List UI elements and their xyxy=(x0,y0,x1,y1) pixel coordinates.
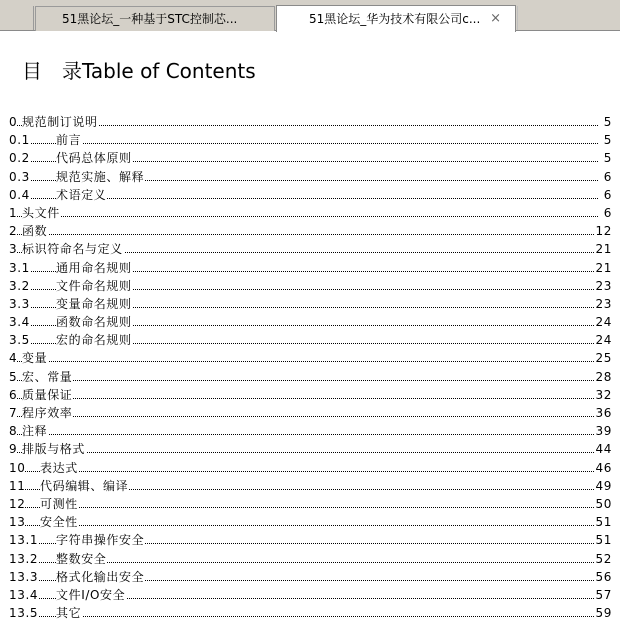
toc-entry[interactable] xyxy=(9,477,612,495)
toc-entry-title: 字符串操作安全 xyxy=(56,533,145,548)
toc-entry-page: 49 xyxy=(595,478,612,493)
tab-scroll-area xyxy=(0,6,34,30)
toc-entry[interactable] xyxy=(9,222,612,240)
toc-entry-number: 4 xyxy=(9,351,18,366)
toc-entry-number: 3.3 xyxy=(9,296,30,311)
toc-entry-page: 28 xyxy=(595,369,612,384)
toc-entry-number: 0.1 xyxy=(9,133,30,148)
toc-entry-number: 3.4 xyxy=(9,315,30,330)
toc-dot-leader xyxy=(9,525,598,526)
toc-entry-page: 44 xyxy=(595,442,612,457)
toc-entry-title: 头文件 xyxy=(22,205,60,220)
toc-entry[interactable] xyxy=(9,259,612,277)
toc-entry-page: 36 xyxy=(595,406,612,420)
toc-entry-number: 3.2 xyxy=(9,278,30,293)
toc-entry-title: 函数命名规则 xyxy=(56,315,132,330)
toc-entry[interactable] xyxy=(9,386,612,404)
toc-entry-number: 13.4 xyxy=(9,587,39,602)
toc-entry[interactable] xyxy=(9,168,612,186)
toc-entry-title: 文件I/O安全 xyxy=(56,587,126,602)
toc-entry[interactable] xyxy=(9,404,612,422)
toc-entry[interactable] xyxy=(9,313,612,331)
toc-entry-title: 代码总体原则 xyxy=(56,151,132,166)
toc-entry[interactable] xyxy=(9,368,612,386)
toc-entry-number: 3 xyxy=(9,242,18,257)
toc-entry-page: 59 xyxy=(595,606,612,621)
toc-entry[interactable] xyxy=(9,513,612,531)
toc-entry-page: 32 xyxy=(595,387,612,402)
toc-entry-number: 0.3 xyxy=(9,169,30,184)
tab-label: 51黑论坛_一种基于STC控制芯... xyxy=(62,12,238,26)
toc-entry[interactable] xyxy=(9,131,612,149)
toc-entry-title: 表达式 xyxy=(40,460,78,475)
toc-entry-title: 变量命名规则 xyxy=(56,296,132,311)
toc-entry-number: 13.5 xyxy=(9,606,39,621)
toc-entry[interactable] xyxy=(9,349,612,367)
toc-entry-page: 50 xyxy=(595,496,612,511)
toc-entry-number: 0 xyxy=(9,115,18,129)
toc-entry[interactable] xyxy=(9,531,612,549)
toc-entry-number: 5 xyxy=(9,369,18,384)
toc-entry-title: 函数 xyxy=(22,224,48,239)
toc-entry-title: 宏、常量 xyxy=(22,369,73,384)
toc-entry-page: 21 xyxy=(595,242,612,257)
tab-bar xyxy=(0,0,620,31)
toc-entry-page: 56 xyxy=(595,569,612,584)
toc-dot-leader xyxy=(9,452,598,453)
toc-entry-title: 代码编辑、编译 xyxy=(40,478,129,493)
toc-entry-title: 术语定义 xyxy=(56,187,107,202)
toc-entry-page: 23 xyxy=(595,278,612,293)
toc-entry-page: 5 xyxy=(603,151,612,166)
toc-dot-leader xyxy=(9,398,598,399)
toc-entry-title: 通用命名规则 xyxy=(56,260,132,275)
toc-entry[interactable] xyxy=(9,586,612,604)
toc-entry-title: 规范实施、解释 xyxy=(56,169,145,184)
toc-entry-page: 24 xyxy=(595,315,612,330)
toc-entry-page: 52 xyxy=(595,551,612,566)
toc-entry-number: 11 xyxy=(9,478,26,493)
toc-entry-number: 13.1 xyxy=(9,533,39,548)
toc-dot-leader xyxy=(9,416,598,417)
toc-entry[interactable] xyxy=(9,295,612,313)
toc-entry[interactable] xyxy=(9,331,612,349)
toc-entry-page: 21 xyxy=(595,260,612,275)
tab-label: 51黑论坛_华为技术有限公司c... xyxy=(309,12,481,26)
toc-entry-number: 13 xyxy=(9,515,26,530)
toc-dot-leader xyxy=(9,616,598,617)
toc-entry-page: 23 xyxy=(595,296,612,311)
toc-dot-leader xyxy=(9,216,598,217)
toc-entry-title: 文件命名规则 xyxy=(56,278,132,293)
toc-entry[interactable] xyxy=(9,422,612,440)
toc-entry-title: 安全性 xyxy=(40,515,78,530)
toc-entry[interactable] xyxy=(9,568,612,586)
toc-dot-leader xyxy=(9,471,598,472)
tab-bar-empty-space xyxy=(517,6,620,30)
toc-entry-page: 24 xyxy=(595,333,612,348)
tab-huawei-document[interactable] xyxy=(276,5,516,32)
toc-entry-title: 宏的命名规则 xyxy=(56,333,132,348)
table-of-contents xyxy=(9,113,612,622)
toc-entry-title: 可测性 xyxy=(40,496,78,511)
toc-entry-number: 12 xyxy=(9,496,26,511)
toc-entry-page: 12 xyxy=(595,224,612,239)
toc-entry[interactable] xyxy=(9,186,612,204)
toc-entry-page: 6 xyxy=(603,169,612,184)
toc-entry-title: 注释 xyxy=(22,424,48,439)
toc-entry-number: 13.2 xyxy=(9,551,39,566)
toc-dot-leader xyxy=(9,507,598,508)
toc-dot-leader xyxy=(9,434,598,435)
toc-entry-number: 8 xyxy=(9,424,18,439)
toc-entry-page: 46 xyxy=(595,460,612,475)
toc-entry[interactable] xyxy=(9,149,612,167)
toc-entry-title: 程序效率 xyxy=(22,406,73,420)
tab-stc-document[interactable] xyxy=(35,6,275,31)
toc-entry-number: 0.2 xyxy=(9,151,30,166)
toc-entry-title: 质量保证 xyxy=(22,387,73,402)
toc-entry-title: 整数安全 xyxy=(56,551,107,566)
toc-entry[interactable] xyxy=(9,459,612,477)
toc-entry-number: 7 xyxy=(9,406,18,420)
toc-entry[interactable] xyxy=(9,113,612,131)
toc-dot-leader xyxy=(9,361,598,362)
toc-entry-number: 3.5 xyxy=(9,333,30,348)
toc-entry-title: 其它 xyxy=(56,606,82,621)
toc-entry-number: 3.1 xyxy=(9,260,30,275)
toc-entry-page: 25 xyxy=(595,351,612,366)
toc-entry[interactable] xyxy=(9,604,612,622)
toc-entry-page: 6 xyxy=(603,205,612,220)
close-icon[interactable]: × xyxy=(490,11,501,26)
toc-entry-page: 39 xyxy=(595,424,612,439)
toc-entry-number: 1 xyxy=(9,205,18,220)
toc-entry-page: 5 xyxy=(603,115,612,129)
toc-entry[interactable] xyxy=(9,495,612,513)
toc-entry-number: 9 xyxy=(9,442,18,457)
toc-entry-title: 规范制订说明 xyxy=(22,115,98,129)
toc-entry-title: 排版与格式 xyxy=(22,442,86,457)
toc-entry-number: 6 xyxy=(9,387,18,402)
toc-entry-title: 变量 xyxy=(22,351,48,366)
toc-entry-page: 51 xyxy=(595,515,612,530)
page-title: 目 录Table of Contents xyxy=(22,59,256,83)
toc-dot-leader xyxy=(9,380,598,381)
toc-entry-page: 5 xyxy=(603,133,612,148)
toc-entry-number: 2 xyxy=(9,224,18,239)
toc-entry[interactable] xyxy=(9,204,612,222)
toc-entry[interactable] xyxy=(9,440,612,458)
toc-entry-number: 10 xyxy=(9,460,26,475)
toc-entry-title: 格式化输出安全 xyxy=(56,569,145,584)
toc-entry-page: 6 xyxy=(603,187,612,202)
toc-dot-leader xyxy=(9,143,598,144)
toc-entry[interactable] xyxy=(9,240,612,258)
toc-entry-number: 13.3 xyxy=(9,569,39,584)
toc-entry-title: 前言 xyxy=(56,133,82,148)
toc-entry-page: 57 xyxy=(595,587,612,602)
toc-dot-leader xyxy=(9,234,598,235)
toc-entry-number: 0.4 xyxy=(9,187,30,202)
toc-entry-page: 51 xyxy=(595,533,612,548)
toc-entry-title: 标识符命名与定义 xyxy=(22,242,123,257)
toc-entry[interactable] xyxy=(9,550,612,568)
toc-entry[interactable] xyxy=(9,277,612,295)
